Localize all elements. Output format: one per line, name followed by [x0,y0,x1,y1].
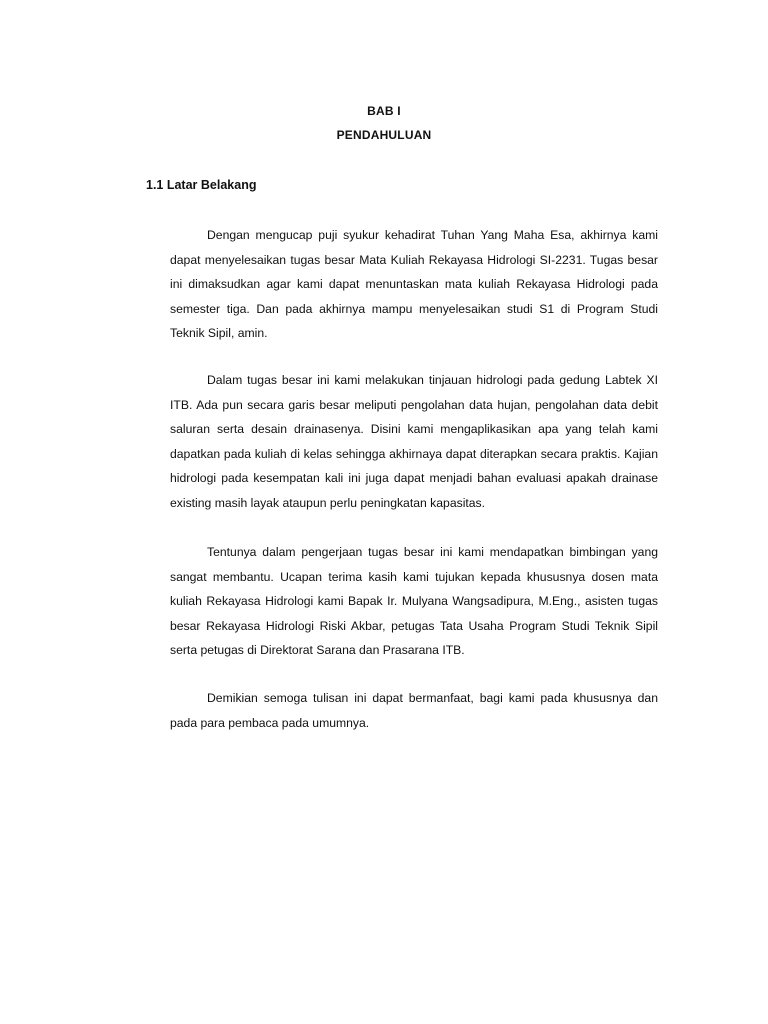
chapter-label: BAB I [367,104,401,118]
paragraph-4: Demikian semoga tulisan ini dapat bermanfaat, bagi kami pada khususnya dan pada para pembaca pada umumnya. [170,691,658,730]
paragraph-1: Dengan mengucap puji syukur kehadirat Tuhan Yang Maha Esa, akhirnya kami dapat menyelesaikan tugas besar Mata Kuliah Rekayasa Hidrologi SI-2231. Tugas besar ini dimaksudkan agar kami dapat menuntaskan mata kuliah Rekayasa Hidrologi pada semester tiga. Dan pada akhirnya mampu menyelesaikan studi S1 di Program Studi Teknik Sipil, amin. [170,228,658,341]
paragraph-3: Tentunya dalam pengerjaan tugas besar ini kami mendapatkan bimbingan yang sangat membantu. Ucapan terima kasih kami tujukan kepada khususnya dosen mata kuliah Rekayasa Hidrologi kami Bapak Ir. Mulyana Wangsadipura, M.Eng., asisten tugas besar Rekayasa Hidrologi Riski Akbar, petugas Tata Usaha Program Studi Teknik Sipil serta petugas di Direktorat Sarana dan Prasarana ITB. [170,545,658,658]
chapter-title: PENDAHULUAN [336,128,432,142]
section-heading: 1.1 Latar Belakang [146,178,257,192]
paragraph-2: Dalam tugas besar ini kami melakukan tinjauan hidrologi pada gedung Labtek XI ITB. Ada pun secara garis besar meliputi pengolahan data hujan, pengolahan data debit saluran serta desain drainasenya. Disini kami mengaplikasikan apa yang telah kami dapatkan pada kuliah di kelas sehingga akhirnaya dapat diterapkan secara praktis. Kajian hidrologi pada kesempatan kali ini juga dapat menjadi bahan evaluasi apakah drainase existing masih layak ataupun perlu peningkatan kapasitas. [170,373,658,510]
